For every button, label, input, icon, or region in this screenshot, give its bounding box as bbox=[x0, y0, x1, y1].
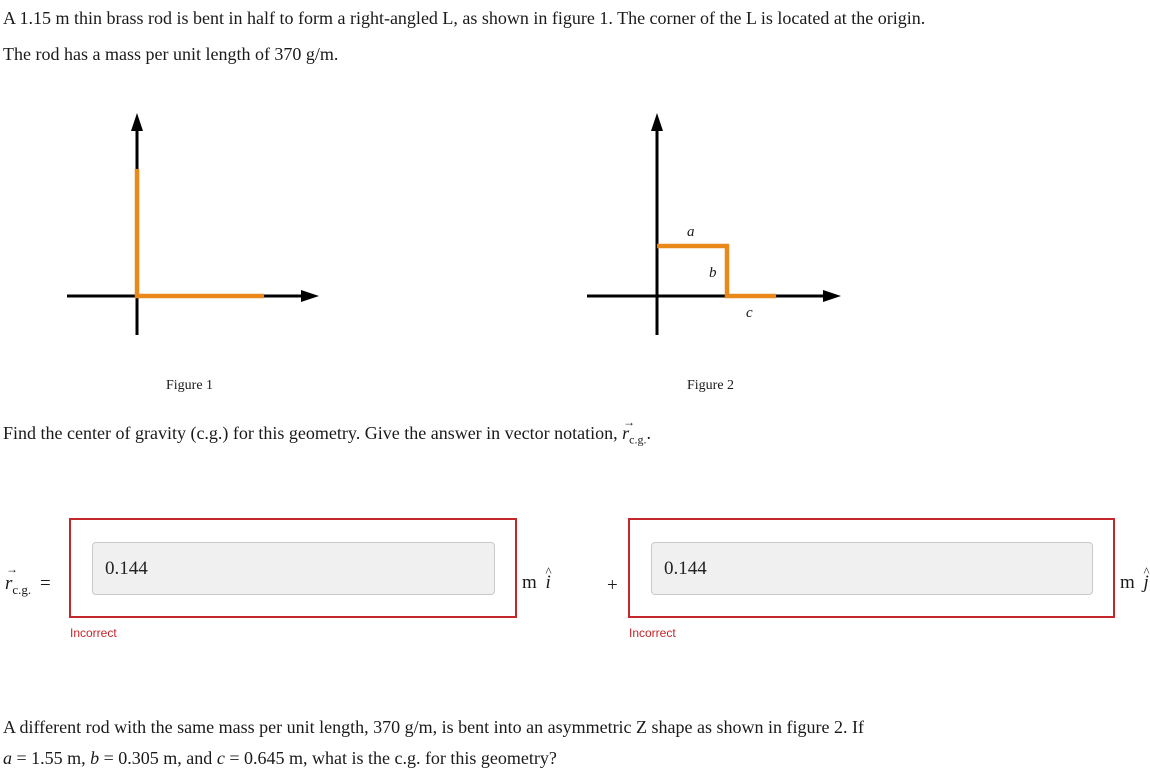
figure-1-caption: Figure 1 bbox=[166, 378, 214, 393]
x-unit bbox=[522, 572, 551, 594]
question-text bbox=[3, 422, 651, 451]
i-hat-unit-vector: ^ i bbox=[546, 572, 551, 594]
figure-1-rod bbox=[137, 169, 264, 296]
y-feedback-incorrect: Incorrect bbox=[629, 626, 676, 640]
figure-1-x-arrow bbox=[301, 290, 319, 302]
part2-line-2 bbox=[3, 747, 557, 769]
y-unit bbox=[1120, 572, 1149, 594]
answer-lhs bbox=[5, 573, 51, 598]
part2-b-symbol: b bbox=[90, 748, 100, 768]
figure-2-label-c: c bbox=[746, 305, 753, 321]
answer-plus: + bbox=[607, 575, 618, 596]
x-feedback-incorrect: Incorrect bbox=[70, 626, 117, 640]
figure-2-x-arrow bbox=[823, 290, 841, 302]
y-unit-label: m bbox=[1120, 572, 1135, 593]
answer-equals: = bbox=[39, 573, 51, 594]
figure-1-diagram bbox=[55, 105, 330, 345]
question-period: . bbox=[646, 423, 651, 443]
answer-lhs-subscript: c.g. bbox=[12, 581, 32, 597]
part2-line-1: A different rod with the same mass per unit length, 370 g/m, is bent into an asymmetric Z shape as shown in figure 2. If bbox=[3, 717, 864, 737]
part2-a-symbol: a bbox=[3, 748, 12, 768]
part2-a-value: = 1.55 m, bbox=[16, 748, 86, 768]
figure-2-caption: Figure 2 bbox=[687, 378, 735, 393]
question-prompt: Find the center of gravity (c.g.) for this geometry. Give the answer in vector notation, bbox=[3, 423, 618, 443]
part2-c-symbol: c bbox=[216, 748, 225, 768]
y-component-input[interactable] bbox=[651, 542, 1093, 595]
figure-2-y-arrow bbox=[651, 113, 663, 131]
answer-lhs-symbol: → r bbox=[5, 573, 12, 595]
part2-c-value: = 0.645 m, what is the c.g. for this geometry? bbox=[229, 748, 557, 768]
x-component-input[interactable] bbox=[92, 542, 495, 595]
question-subscript: c.g. bbox=[629, 432, 647, 447]
x-unit-label: m bbox=[522, 572, 537, 593]
figure-1-y-arrow bbox=[131, 113, 143, 131]
figure-2-label-b: b bbox=[709, 265, 717, 281]
figure-2-label-a: a bbox=[687, 224, 695, 240]
figure-2-diagram bbox=[575, 105, 850, 345]
question-vector-symbol: → r bbox=[622, 422, 629, 444]
j-hat-unit-vector: ^ j bbox=[1144, 572, 1149, 594]
x-answer-box bbox=[69, 518, 517, 618]
problem-intro-line-1: A 1.15 m thin brass rod is bent in half to form a right-angled L, as shown in figure 1. The corner of the L is located at the origin. bbox=[3, 8, 926, 28]
part2-b-value: = 0.305 m, and bbox=[103, 748, 213, 768]
y-answer-box bbox=[628, 518, 1115, 618]
problem-intro-line-2: The rod has a mass per unit length of 370 g/m. bbox=[3, 44, 339, 64]
